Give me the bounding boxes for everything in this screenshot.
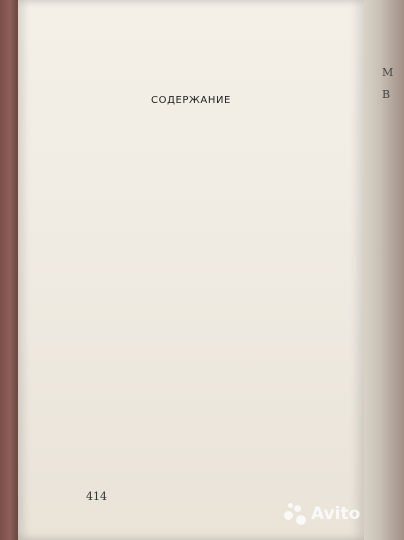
edge-letter: М [382, 66, 394, 79]
table-of-contents [18, 0, 364, 540]
book-spine [0, 0, 18, 540]
avito-logo-text: Avito [311, 504, 361, 524]
edge-letter: В [382, 88, 391, 101]
facing-page-edge [364, 0, 404, 540]
avito-watermark [284, 500, 384, 528]
avito-logo-icon [284, 503, 306, 525]
book-page [18, 0, 364, 540]
page-title: СОДЕРЖАНИЕ [151, 95, 231, 106]
page-number: 414 [86, 490, 107, 503]
